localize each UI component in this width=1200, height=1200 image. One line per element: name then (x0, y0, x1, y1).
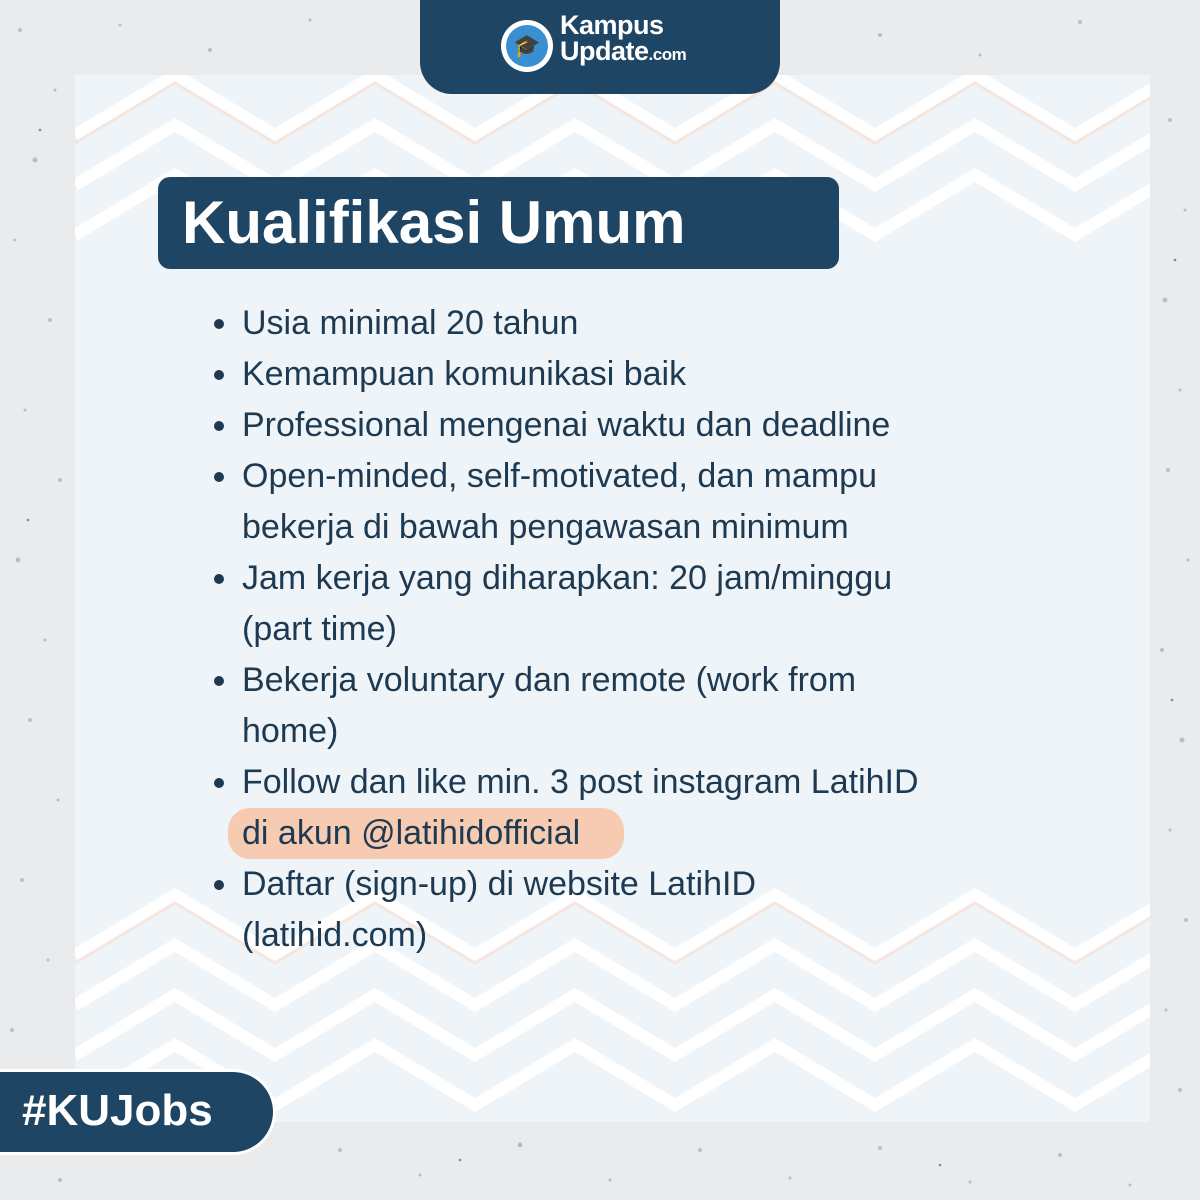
bullet-icon (214, 472, 224, 482)
requirement-line: Bekerja voluntary dan remote (work from (242, 661, 857, 699)
list-item (242, 553, 1002, 655)
requirement-line: Usia minimal 20 tahun (242, 304, 579, 342)
bullet-icon (214, 778, 224, 788)
brand-name-update: Update (560, 36, 649, 67)
requirement-line: Follow dan like min. 3 post instagram LatihID (242, 763, 919, 801)
bullet-icon (214, 421, 224, 431)
requirements-list (242, 298, 1002, 961)
requirement-line: home) (242, 712, 339, 750)
requirement-line: (latihid.com) (242, 916, 428, 954)
requirement-line: Kemampuan komunikasi baik (242, 355, 687, 393)
list-item (242, 757, 1002, 859)
requirement-line: Professional mengenai waktu dan deadline (242, 406, 891, 444)
graduation-cap-icon: 🎓 (501, 20, 553, 72)
list-item (242, 859, 1002, 961)
requirement-line: Daftar (sign-up) di website LatihID (242, 865, 757, 903)
hashtag-badge: #KUJobs (0, 1069, 276, 1155)
list-item (242, 655, 1002, 757)
brand-logo-tab (420, 0, 780, 94)
brand-name-line2 (560, 36, 687, 67)
section-heading: Kualifikasi Umum (158, 177, 839, 269)
bullet-icon (214, 880, 224, 890)
requirement-line: bekerja di bawah pengawasan minimum (242, 508, 849, 546)
brand-wordmark (560, 12, 686, 65)
requirement-line: (part time) (242, 610, 397, 648)
bullet-icon (214, 676, 224, 686)
bullet-icon (214, 574, 224, 584)
requirement-line: Jam kerja yang diharapkan: 20 jam/minggu (242, 559, 893, 597)
requirement-line: Open-minded, self-motivated, dan mampu (242, 457, 877, 495)
brand-domain-suffix: .com (648, 45, 687, 65)
list-item (242, 451, 1002, 553)
requirement-line-highlighted (242, 808, 1002, 859)
list-item (242, 298, 1002, 349)
bullet-icon (214, 370, 224, 380)
list-item (242, 400, 1002, 451)
instagram-handle-highlight: di akun @latihidofficial (228, 808, 624, 859)
brand-name-line1: Kampus (560, 10, 664, 40)
bullet-icon (214, 319, 224, 329)
list-item (242, 349, 1002, 400)
